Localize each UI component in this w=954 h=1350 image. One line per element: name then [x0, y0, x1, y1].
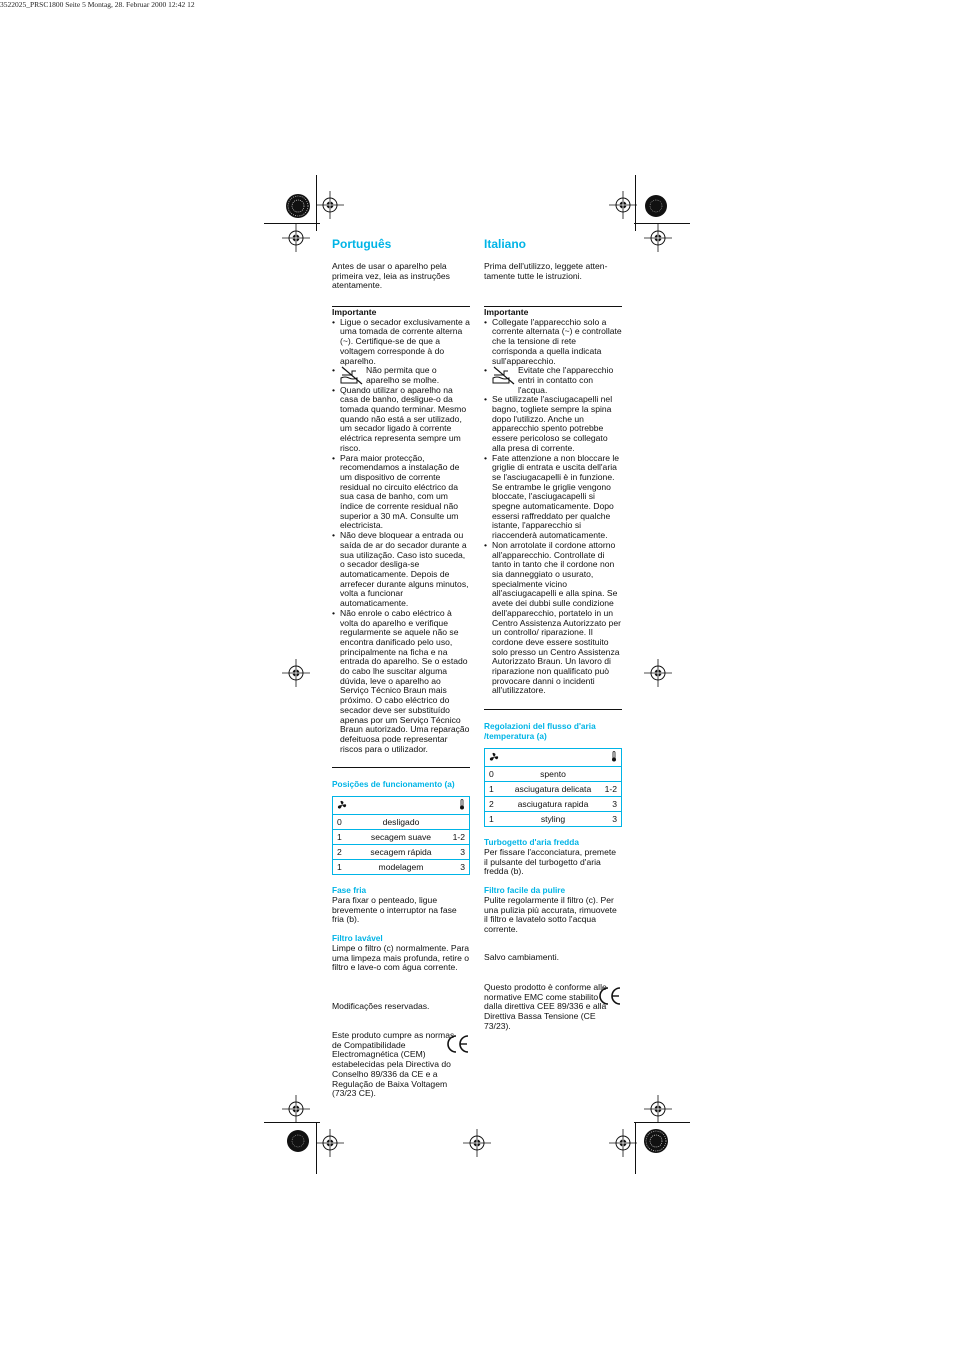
list-item: • Ligue o secador exclusivamente a uma tomada de corrente alterna (~). Certifique-se de que a voltagem corresponde à do aparelho. — [332, 318, 470, 367]
thermometer-icon — [611, 751, 617, 762]
it-cold-heading: Turbogetto d'aria fredda — [484, 837, 579, 847]
list-item: • Fate attenzione a non bloccare le griglie di entrata e uscita dell'aria se l'asciugacapelli è in funzione. Se entrambe le griglie vengono bloccate, l'asciugacapelli si spegne automaticamente. Dopo essersi raffreddato per qualche istante, l'apparecchio si riaccenderà automaticamente. — [484, 454, 622, 541]
pt-cold-text: Para fixar o penteado, ligue brevemente o interruptor na fase fria (b). — [332, 895, 457, 925]
pt-filter-text: Limpe o filtro (c) normalmente. Para uma limpeza mais profunda, retire o filtro e lave-o com água corrente. — [332, 943, 470, 973]
pt-intro: Antes de usar o aparelho pela primeira vez, leia as instruções atentamente. — [332, 261, 450, 291]
pt-rule-bottom — [332, 767, 470, 768]
table-row: 1 asciugatura delicata 1-2 — [485, 782, 622, 797]
it-important-section — [484, 308, 622, 696]
list-item: • Não deve bloquear a entrada ou saída de ar do secador durante a sua utilização. Caso isto suceda, o secador desliga-se automaticamente. Depois de arrefecer durante alguns minutos, volta a funcionar automaticamente. — [332, 531, 470, 609]
pt-settings-heading: Posições de funcionamento (a) — [332, 779, 455, 789]
table-row: 0 desligado — [333, 815, 470, 830]
list-item: • Non arrotolate il cordone attorno all'apparecchio. Controllate di tanto in tanto che il cordone non sia danneggiato o usurato, specialmente vicino all'asciugacapelli e alla spina. Se avete dei dubbi sulle condizione dell'apparecchio, portatelo in un Centro Assistenza Autorizzato per un controllo/ riparazione. Il cordone deve essere sostituito solo presso un Centro Assistenza Autorizzato Braun. Un lavoro di riparazione non qualificato può provocare danni o incidenti all'utilizzatore. — [484, 541, 622, 696]
it-emc-text: Questo prodotto è conforme alle normative EMC come stabilito dalla direttiva CEE 89/336 e alla Direttiva Bassa Tensione (CE 73/23). — [484, 982, 607, 1031]
it-reserved: Salvo cambiamenti. — [484, 952, 559, 962]
list-item: • Não permita que o aparelho se molhe. — [332, 366, 470, 385]
ce-mark-icon — [598, 985, 622, 1007]
pt-filter-heading: Filtro lavável — [332, 933, 383, 943]
table-header-row — [485, 749, 622, 767]
list-item: • Collegate l'apparecchio solo a corrente alternata (~) e controllate che la tensione di rete corrisponda a quella indicata sull'apparecchio. — [484, 318, 622, 367]
list-item: • Quando utilizar o aparelho na casa de banho, desligue-o da tomada quando terminar. Mesmo quando não está a ser utilizado, um secador ligado à corrente eléctrica representa sempre um risco. — [332, 386, 470, 454]
thermometer-icon — [459, 799, 465, 810]
pt-cold-heading: Fase fria — [332, 885, 367, 895]
pt-important-section — [332, 308, 470, 754]
ce-mark-icon — [446, 1033, 470, 1055]
table-row: 2 secagem rápida 3 — [333, 845, 470, 860]
pt-settings-table — [332, 796, 470, 875]
it-filter-text: Pulite regolarmente il filtro (c). Per una pulizia più accurata, rimuovete il filtro e lavatelo sotto l'acqua corrente. — [484, 895, 617, 935]
no-water-icon — [492, 366, 516, 385]
table-row: 2 asciugatura rapida 3 — [485, 797, 622, 812]
table-row: 0 spento — [485, 767, 622, 782]
it-important-heading: Importante — [484, 307, 529, 317]
print-header: 3522025_PRSC1800 Seite 5 Montag, 28. Februar 2000 12:42 12 — [0, 0, 195, 9]
list-item: • Se utilizzate l'asciugacapelli nel bagno, togliete sempre la spina dopo l'utilizzo. Anche un apparecchio spento potrebbe essere pericoloso se collegato alla presa di corrente. — [484, 395, 622, 453]
table-header-row — [333, 797, 470, 815]
table-row: 1 styling 3 — [485, 812, 622, 827]
list-item: • Para maior protecção, recomendamos a instalação de um dispositivo de corrente residual no circuito eléctrico da sua casa de banho, com um índice de corrente residual não superior a 30 mA. Consulte um electricista. — [332, 454, 470, 532]
pt-important-heading: Importante — [332, 307, 377, 317]
fan-icon — [337, 800, 347, 810]
pt-emc-text: Este produto cumpre as normas de Compatibilidade Electromagnética (CEM) estabelecidas pela Directiva do Conselho 89/336 da CE e a Regulação de Baixa Voltagem (73/23 CE). — [332, 1030, 455, 1099]
pt-title: Português — [332, 237, 392, 251]
it-cold-text: Per fissare l'acconciatura, premete il pulsante del turbogetto d'aria fredda (b). — [484, 847, 617, 877]
it-settings-heading: Regolazioni del flusso d'aria /temperatura (a) — [484, 721, 596, 741]
it-title: Italiano — [484, 237, 527, 251]
list-item: • Evitate che l'apparecchio entri in contatto con l'acqua. — [484, 366, 622, 395]
table-row: 1 modelagem 3 — [333, 860, 470, 875]
it-filter-heading: Filtro facile da pulire — [484, 885, 566, 895]
it-rule-bottom — [484, 709, 622, 710]
table-row: 1 secagem suave 1-2 — [333, 830, 470, 845]
fan-icon — [489, 752, 499, 762]
it-intro: Prima dell'utilizzo, leggete attentamente tutte le istruzioni. — [484, 261, 608, 281]
list-item: • Não enrole o cabo eléctrico à volta do aparelho e verifique regularmente se aquele não se encontra danificado pelo uso, principalmente na ficha e na entrada do aparelho. Se o estado do cabo lhe suscitar alguma dúvida, leve o aparelho ao Serviço Técnico Braun mais próximo. O cabo eléctrico do secador deve ser substituído apenas por um Serviço Técnico Braun autorizado. Uma reparação defeituosa pode representar riscos para o utilizador. — [332, 609, 470, 755]
no-water-icon — [340, 366, 364, 385]
pt-reserved: Modificações reservadas. — [332, 1001, 430, 1011]
it-settings-table — [484, 748, 622, 827]
